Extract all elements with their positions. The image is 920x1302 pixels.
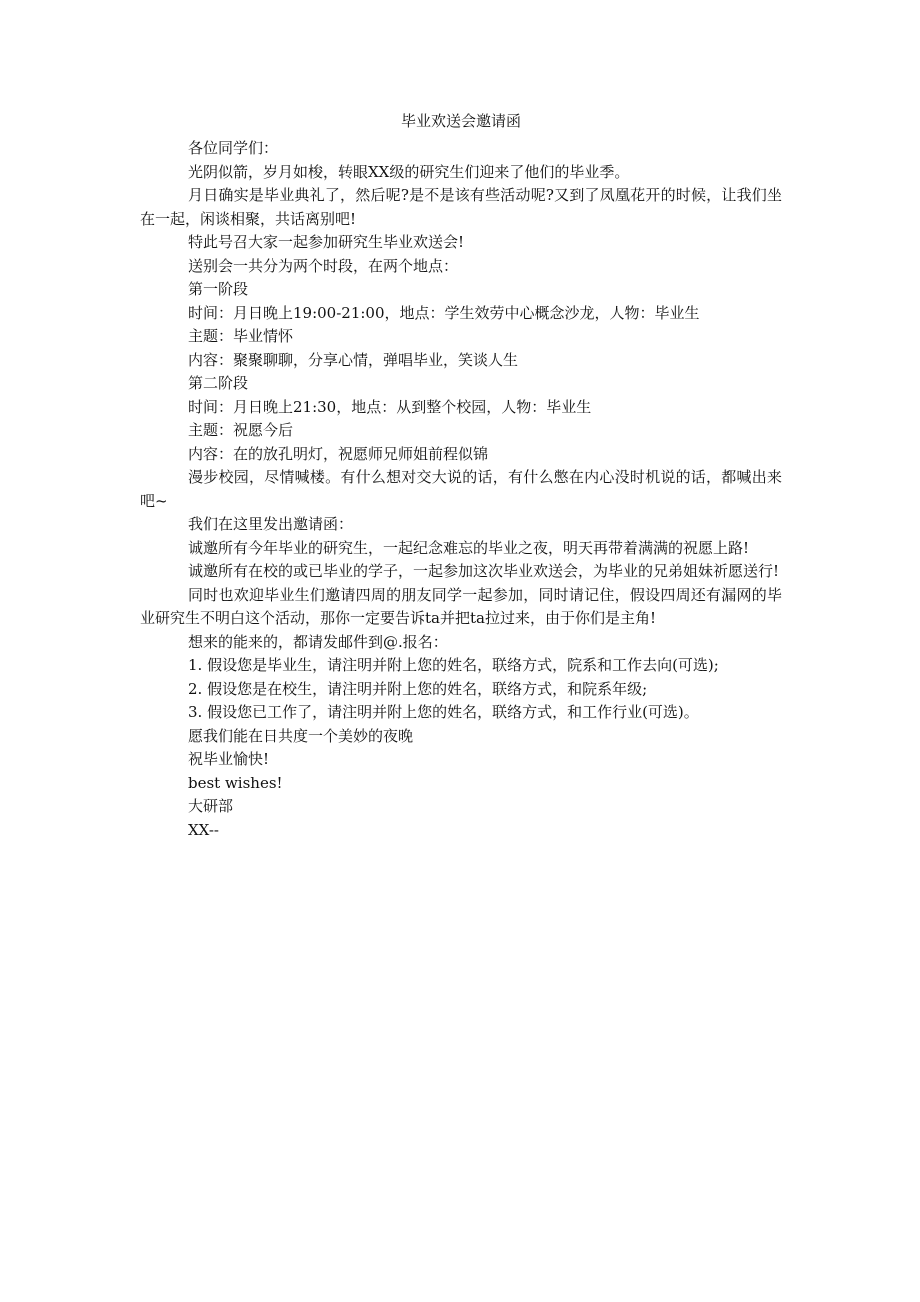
paragraph: 月日确实是毕业典礼了，然后呢?是不是该有些活动呢?又到了凤凰花开的时候，让我们坐在一起，闲谈相聚，共话离别吧! <box>140 186 782 228</box>
paragraph: 我们在这里发出邀请函： <box>188 515 354 533</box>
paragraph: 时间：月日晚上21:30，地点：从到整个校园，人物：毕业生 <box>188 397 592 416</box>
list-item: 1. 假设您是毕业生，请注明并附上您的姓名，联络方式，院系和工作去向(可选); <box>188 656 719 674</box>
paragraph: 时间：月日晚上19:00-21:00，地点：学生效劳中心概念沙龙，人物：毕业生 <box>188 303 700 322</box>
section-heading: 第一阶段 <box>188 280 249 298</box>
paragraph: 漫步校园，尽情喊楼。有什么想对交大说的话，有什么憋在内心没时机说的话，都喊出来吧~ <box>140 468 782 510</box>
date-line: XX-- <box>188 820 219 839</box>
greeting: 各位同学们： <box>188 139 279 157</box>
list-item: 2. 假设您是在校生，请注明并附上您的姓名，联络方式，和院系年级; <box>188 679 648 698</box>
paragraph: 内容：聚聚聊聊，分享心情，弹唱毕业，笑谈人生 <box>188 350 519 369</box>
signature: 大研部 <box>188 797 234 815</box>
paragraph: 内容：在的放孔明灯，祝愿师兄师姐前程似锦 <box>188 444 489 463</box>
document-page <box>140 110 782 842</box>
paragraph: 想来的能来的，都请发邮件到@.报名： <box>188 632 448 651</box>
list-item: 3. 假设您已工作了，请注明并附上您的姓名，联络方式，和工作行业(可选)。 <box>188 703 699 721</box>
paragraph: 特此号召大家一起参加研究生毕业欢送会! <box>188 233 465 251</box>
paragraph: 同时也欢迎毕业生们邀请四周的朋友同学一起参加，同时请记住，假设四周还有漏网的毕业研究生不明白这个活动，那你一定要告诉ta并把ta拉过来，由于你们是主角! <box>140 585 782 627</box>
closing: best wishes! <box>188 773 283 792</box>
paragraph: 光阴似箭，岁月如梭，转眼XX级的研究生们迎来了他们的毕业季。 <box>188 162 630 181</box>
paragraph: 主题：祝愿今后 <box>188 421 294 439</box>
paragraph: 送别会一共分为两个时段，在两个地点： <box>188 256 459 275</box>
section-heading: 第二阶段 <box>188 374 249 392</box>
document-title: 毕业欢送会邀请函 <box>400 112 521 130</box>
paragraph: 诚邀所有在校的或已毕业的学子，一起参加这次毕业欢送会，为毕业的兄弟姐妹祈愿送行! <box>188 562 780 580</box>
paragraph: 诚邀所有今年毕业的研究生，一起纪念难忘的毕业之夜，明天再带着满满的祝愿上路! <box>188 538 750 557</box>
paragraph: 愿我们能在日共度一个美妙的夜晚 <box>188 726 414 745</box>
closing: 祝毕业愉快! <box>188 750 270 768</box>
paragraph: 主题：毕业情怀 <box>188 327 294 345</box>
